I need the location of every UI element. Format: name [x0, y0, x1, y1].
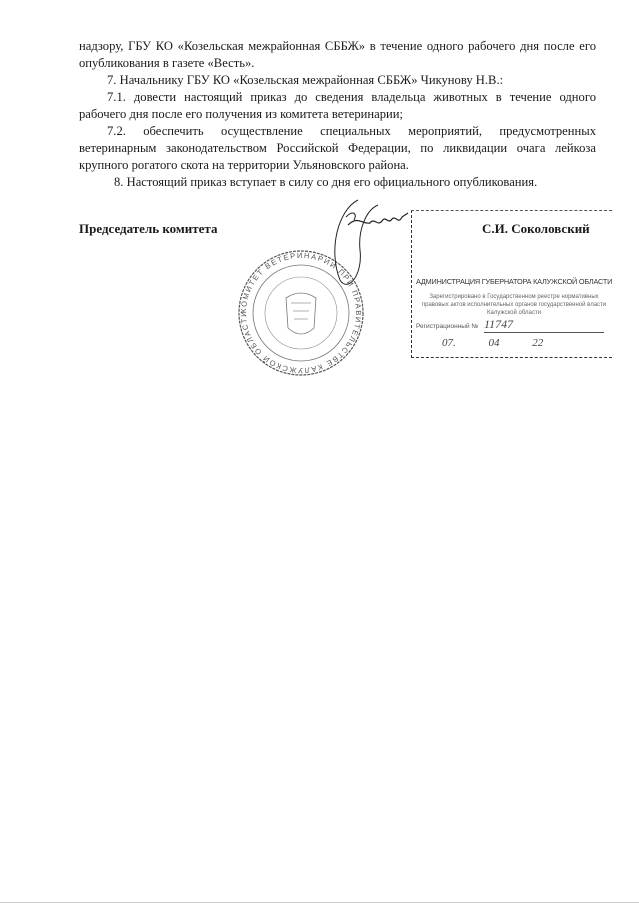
registration-date: 07. 04 22 [442, 337, 544, 349]
registration-header: АДМИНИСТРАЦИЯ ГУБЕРНАТОРА КАЛУЖСКОЙ ОБЛАСТИ [416, 277, 613, 286]
paragraph-7-2: 7.2. обеспечить осуществление специальных мероприятий, предусмотренных ветеринарным законодательством Российской Федерации, по ликвидации очага лейкоза крупного рогатого скота на территории Ульяновского района. [79, 124, 596, 172]
page-edge [0, 902, 639, 903]
paragraph-7: 7. Начальнику ГБУ КО «Козельская межрайонная СББЖ» Чикунову Н.В.: [107, 73, 504, 87]
registration-stamp [411, 210, 612, 358]
paragraph-6-continuation: надзору, ГБУ КО «Козельская межрайонная СББЖ» в течение одного рабочего дня после его опубликования в газете «Весть». [79, 39, 596, 70]
signatory-title: Председатель комитета [79, 221, 218, 236]
registration-note: Зарегистрировано в Государственном реестре нормативных правовых актов исполнительных органов государственной власти Калужской области [421, 294, 607, 316]
handwritten-signature [318, 195, 418, 295]
signatory-name: С.И. Соколовский [482, 221, 590, 236]
registration-number: 11747 [484, 317, 604, 333]
svg-text:КОМИТЕТ ВЕТЕРИНАРИИ ПРИ ПРАВИТ: КОМИТЕТ ВЕТЕРИНАРИИ ПРИ ПРАВИТЕЛЬСТВЕ КАЛУЖСКОЙ ОБЛАСТИ [238, 250, 364, 376]
paragraph-8: 8. Настоящий приказ вступает в силу со дня его официального опубликования. [114, 175, 538, 189]
paragraph-7-1: 7.1. довести настоящий приказ до сведения владельца животных в течение одного рабочего дня после его получения из комитета ветеринарии; [79, 90, 596, 121]
registration-number-label: Регистрационный № [416, 323, 479, 330]
document-body [79, 38, 596, 191]
